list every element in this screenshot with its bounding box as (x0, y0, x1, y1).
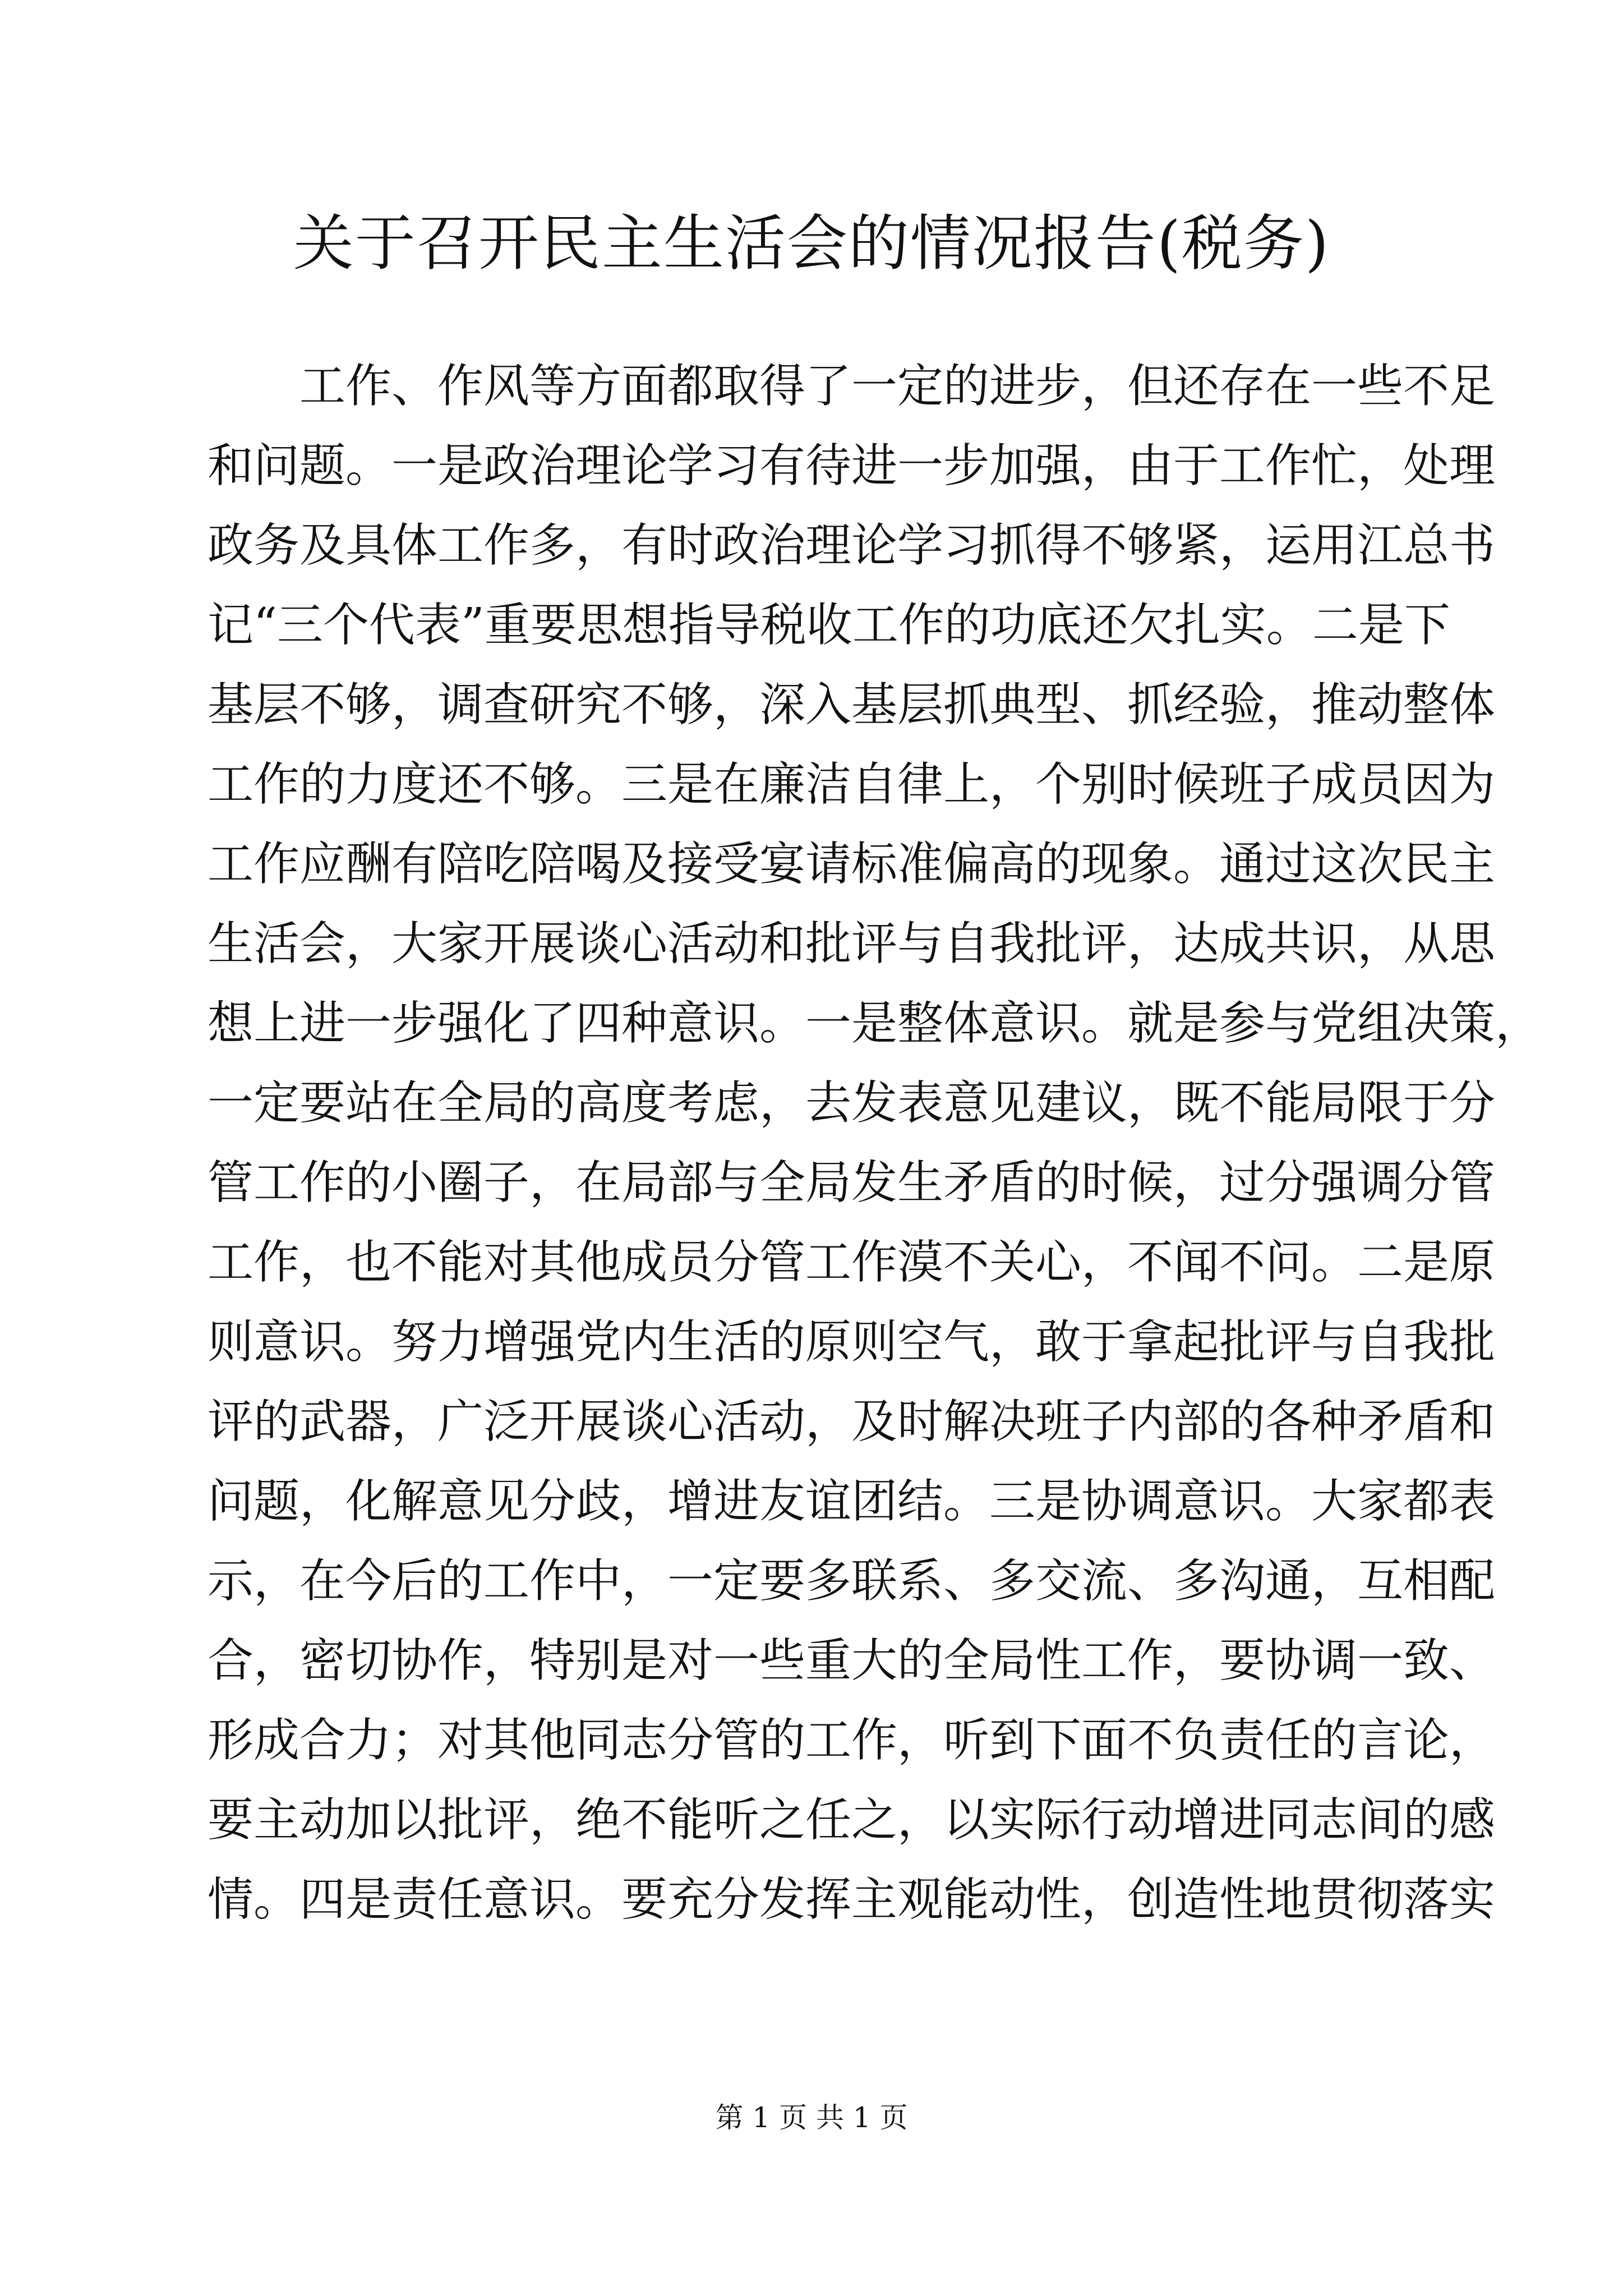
body-line: 形成合力；对其他同志分管的工作，听到下面不负责任的言论， (208, 1714, 1496, 1767)
body-line: 要主动加以批评，绝不能听之任之，以实际行动增进同志间的感 (208, 1793, 1496, 1847)
body-line: 问题，化解意见分歧，增进友谊团结。三是协调意识。大家都表 (208, 1475, 1496, 1528)
body-line: 管工作的小圈子，在局部与全局发生矛盾的时候，过分强调分管 (208, 1156, 1496, 1209)
body-line: 工作，也不能对其他成员分管工作漠不关心，不闻不问。二是原 (208, 1236, 1496, 1289)
document-body (208, 347, 1542, 1940)
body-line: 和问题。一是政治理论学习有待进一步加强，由于工作忙，处理 (208, 439, 1496, 493)
body-line: 评的武器，广泛开展谈心活动，及时解决班子内部的各种矛盾和 (208, 1395, 1496, 1448)
page-footer: 第 1 页 共 1 页 (715, 2101, 908, 2134)
body-line: 一定要站在全局的高度考虑，去发表意见建议，既不能局限于分 (208, 1076, 1496, 1130)
body-line: 想上进一步强化了四种意识。一是整体意识。就是参与党组决策， (208, 997, 1542, 1050)
body-line: 基层不够，调查研究不够，深入基层抓典型、抓经验，推动整体 (208, 678, 1496, 731)
body-line: 工作应酬有陪吃陪喝及接受宴请标准偏高的现象。通过这次民主 (208, 838, 1496, 891)
body-line: 工作、作风等方面都取得了一定的进步，但还存在一些不足 (299, 360, 1496, 413)
body-line: 生活会，大家开展谈心活动和批评与自我批评，达成共识，从思 (208, 917, 1496, 970)
body-line: 记“三个代表”重要思想指导税收工作的功底还欠扎实。二是下 (208, 599, 1450, 652)
body-line: 合，密切协作，特别是对一些重大的全局性工作，要协调一致、 (208, 1634, 1496, 1687)
body-line: 工作的力度还不够。三是在廉洁自律上，个别时候班子成员因为 (208, 758, 1496, 811)
body-line: 示，在今后的工作中，一定要多联系、多交流、多沟通，互相配 (208, 1554, 1496, 1608)
body-line: 则意识。努力增强党内生活的原则空气，敢于拿起批评与自我批 (208, 1315, 1496, 1369)
body-line: 情。四是责任意识。要充分发挥主观能动性，创造性地贯彻落实 (208, 1873, 1496, 1926)
document-title: 关于召开民主生活会的情况报告(税务) (293, 209, 1330, 279)
body-line: 政务及具体工作多，有时政治理论学习抓得不够紧，运用江总书 (208, 519, 1496, 572)
